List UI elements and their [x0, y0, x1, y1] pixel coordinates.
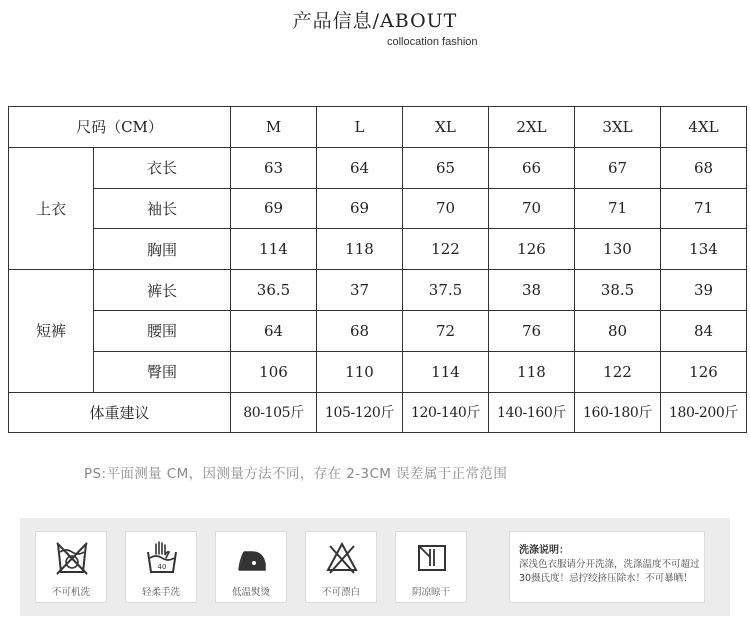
care-card-no-machine-wash	[35, 531, 107, 603]
care-card-shade-dry	[395, 531, 467, 603]
weight-cell: 140-160斤	[489, 392, 575, 433]
low-iron-icon	[236, 540, 268, 576]
table-cell: 71	[575, 188, 661, 229]
table-cell: 84	[661, 310, 747, 351]
care-card-no-bleach	[305, 531, 377, 603]
table-cell: 64	[231, 310, 317, 351]
size-header-cell: 3XL	[575, 107, 661, 148]
table-cell: 37	[317, 270, 403, 311]
care-card-low-iron	[215, 531, 287, 603]
size-header-row	[9, 107, 747, 148]
table-cell: 70	[403, 188, 489, 229]
group-label-top: 上衣	[9, 147, 94, 269]
weight-cell: 80-105斤	[231, 392, 317, 433]
measure-label: 裤长	[94, 270, 231, 311]
table-cell: 130	[575, 229, 661, 270]
table-cell: 118	[317, 229, 403, 270]
table-cell: 64	[317, 147, 403, 188]
table-cell: 63	[231, 147, 317, 188]
table-cell: 36.5	[231, 270, 317, 311]
table-cell: 114	[403, 351, 489, 392]
wash-instructions	[509, 531, 705, 603]
table-cell: 134	[661, 229, 747, 270]
table-cell: 67	[575, 147, 661, 188]
size-table	[8, 106, 747, 433]
table-cell: 39	[661, 270, 747, 311]
table-cell: 80	[575, 310, 661, 351]
table-cell: 110	[317, 351, 403, 392]
weight-label: 体重建议	[9, 392, 231, 433]
page-subtitle: collocation fashion	[387, 36, 478, 48]
care-label: 不可机洗	[51, 587, 90, 598]
size-header-cell: XL	[403, 107, 489, 148]
care-label: 低温熨烫	[231, 587, 270, 598]
table-row	[9, 188, 747, 229]
table-cell: 37.5	[403, 270, 489, 311]
table-cell: 38.5	[575, 270, 661, 311]
weight-row	[9, 392, 747, 433]
size-header-cell: 2XL	[489, 107, 575, 148]
table-cell: 126	[489, 229, 575, 270]
care-label: 不可漂白	[321, 587, 360, 598]
no-bleach-icon	[326, 540, 358, 576]
measure-label: 臀围	[94, 351, 231, 392]
measure-label: 胸围	[94, 229, 231, 270]
wash-note-body: 深浅色衣服请分开洗涤，洗涤温度不可超过30摄氏度！忌拧绞挤压除水！不可暴晒！	[519, 559, 700, 584]
weight-cell: 160-180斤	[575, 392, 661, 433]
weight-cell: 120-140斤	[403, 392, 489, 433]
table-cell: 69	[317, 188, 403, 229]
weight-cell: 105-120斤	[317, 392, 403, 433]
group-label-shorts: 短裤	[9, 270, 94, 392]
table-cell: 68	[317, 310, 403, 351]
table-cell: 69	[231, 188, 317, 229]
table-cell: 65	[403, 147, 489, 188]
measure-label: 衣长	[94, 147, 231, 188]
size-header-cell: 4XL	[661, 107, 747, 148]
table-cell: 122	[403, 229, 489, 270]
size-header-cell: L	[317, 107, 403, 148]
size-header-cell: M	[231, 107, 317, 148]
size-corner-label: 尺码（CM）	[9, 107, 231, 148]
table-cell: 38	[489, 270, 575, 311]
table-cell: 114	[231, 229, 317, 270]
measure-label: 袖长	[94, 188, 231, 229]
table-row	[9, 229, 747, 270]
wash-note-title: 洗涤说明：	[519, 545, 569, 556]
measure-label: 腰围	[94, 310, 231, 351]
table-row	[9, 310, 747, 351]
table-cell: 71	[661, 188, 747, 229]
no-machine-wash-icon	[56, 540, 88, 576]
table-cell: 72	[403, 310, 489, 351]
svg-text:40: 40	[157, 563, 167, 571]
table-cell: 126	[661, 351, 747, 392]
table-cell: 70	[489, 188, 575, 229]
care-label: 阴凉晾干	[411, 587, 450, 598]
table-row	[9, 351, 747, 392]
table-cell: 66	[489, 147, 575, 188]
table-cell: 118	[489, 351, 575, 392]
table-cell: 68	[661, 147, 747, 188]
table-row	[9, 270, 747, 311]
care-card-hand-wash	[125, 531, 197, 603]
page-title: 产品信息/ABOUT	[292, 10, 458, 32]
hand-wash-icon	[146, 540, 178, 576]
table-row	[9, 147, 747, 188]
weight-cell: 180-200斤	[661, 392, 747, 433]
shade-dry-icon	[416, 540, 448, 576]
table-cell: 76	[489, 310, 575, 351]
measurement-note: PS:平面测量 CM，因测量方法不同，存在 2-3CM 误差属于正常范围	[84, 466, 508, 482]
table-cell: 106	[231, 351, 317, 392]
table-cell: 122	[575, 351, 661, 392]
care-label: 轻柔手洗	[141, 587, 180, 598]
